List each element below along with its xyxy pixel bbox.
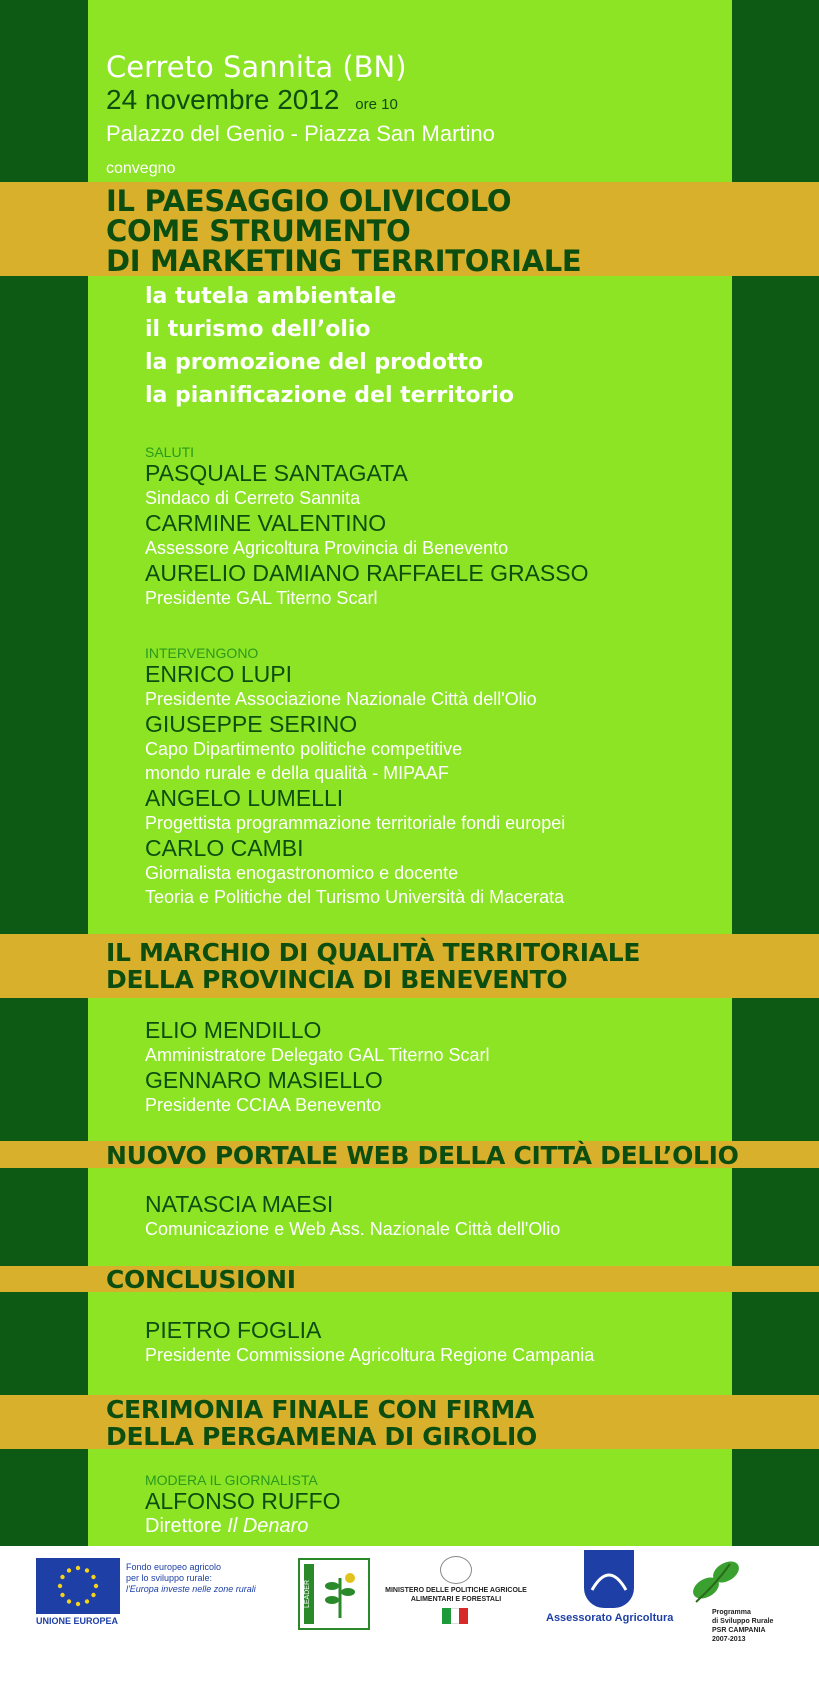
speaker-role: Presidente Associazione Nazionale Città dell'Olio bbox=[145, 689, 537, 709]
italy-flag-icon bbox=[442, 1608, 468, 1624]
region-label: Assessorato Agricoltura bbox=[546, 1612, 674, 1624]
ministry-text bbox=[376, 1586, 536, 1604]
speaker-role: Comunicazione e Web Ass. Nazionale Città dell'Olio bbox=[145, 1219, 561, 1239]
psr-line: PSR CAMPANIA bbox=[712, 1627, 766, 1634]
speaker-role: Teoria e Politiche del Turismo Università di Macerata bbox=[145, 887, 565, 907]
moderator-newspaper: Il Denaro bbox=[227, 1515, 309, 1537]
heading-line: IL MARCHIO DI QUALITÀ TERRITORIALE bbox=[106, 938, 641, 967]
leader-logo bbox=[298, 1558, 370, 1630]
psr-line: di Sviluppo Rurale bbox=[712, 1618, 774, 1625]
topic-item: la pianificazione del territorio bbox=[145, 383, 514, 408]
intervengono-label: INTERVENGONO bbox=[145, 645, 259, 661]
moderator-role-prefix: Direttore bbox=[145, 1515, 222, 1537]
topic-item: la tutela ambientale bbox=[145, 284, 397, 309]
saluti-label: SALUTI bbox=[145, 444, 195, 460]
event-date bbox=[106, 84, 398, 116]
conclusioni-heading: CONCLUSIONI bbox=[106, 1265, 296, 1294]
campania-shield-icon bbox=[584, 1550, 634, 1608]
marchio-speakers bbox=[145, 1017, 489, 1117]
speaker-role: Giornalista enogastronomico e docente bbox=[145, 863, 459, 883]
heading-line: DELLA PERGAMENA DI GIROLIO bbox=[106, 1422, 537, 1451]
event-type: convegno bbox=[106, 160, 176, 177]
eu-text bbox=[126, 1562, 286, 1595]
speaker-role: Progettista programmazione territoriale fondi europei bbox=[145, 813, 566, 833]
venue: Palazzo del Genio - Piazza San Martino bbox=[106, 121, 495, 146]
saluti-section bbox=[145, 444, 589, 610]
speaker-name: GIUSEPPE SERINO bbox=[145, 711, 358, 737]
moderator-section bbox=[145, 1472, 341, 1538]
psr-line: Programma bbox=[712, 1609, 751, 1616]
title-line: IL PAESAGGIO OLIVICOLO bbox=[106, 184, 512, 218]
speaker-role: Presidente Commissione Agricoltura Regione Campania bbox=[145, 1345, 595, 1365]
topic-item: il turismo dell’olio bbox=[145, 317, 371, 342]
footer-logos bbox=[0, 1546, 819, 1686]
title-line: COME STRUMENTO bbox=[106, 214, 411, 248]
speaker-name: CARMINE VALENTINO bbox=[145, 510, 387, 536]
topic-item: la promozione del prodotto bbox=[145, 350, 484, 375]
time-text: ore 10 bbox=[355, 96, 398, 113]
portale-speakers bbox=[145, 1191, 560, 1241]
speaker-name: GENNARO MASIELLO bbox=[145, 1067, 383, 1093]
speaker-name: ENRICO LUPI bbox=[145, 661, 292, 687]
speaker-name: PIETRO FOGLIA bbox=[145, 1317, 322, 1343]
moderator-role bbox=[145, 1514, 341, 1538]
psr-text bbox=[712, 1608, 773, 1644]
speaker-role: Assessore Agricoltura Provincia di Benevento bbox=[145, 538, 509, 558]
speaker-name: CARLO CAMBI bbox=[145, 835, 304, 861]
date-text: 24 novembre 2012 bbox=[106, 84, 340, 115]
ministry-line: ALIMENTARI E FORESTALI bbox=[410, 1596, 502, 1603]
psr-leaves-icon bbox=[686, 1554, 746, 1604]
intervengono-section bbox=[145, 645, 565, 909]
heading-line: DELLA PROVINCIA DI BENEVENTO bbox=[106, 965, 568, 994]
psr-line: 2007-2013 bbox=[712, 1636, 746, 1643]
speaker-role: Sindaco di Cerreto Sannita bbox=[145, 488, 361, 508]
portale-heading: NUOVO PORTALE WEB DELLA CITTÀ DELL’OLIO bbox=[106, 1141, 739, 1170]
olive-branch-icon bbox=[318, 1568, 362, 1620]
republic-emblem-icon bbox=[440, 1556, 472, 1584]
cerimonia-heading bbox=[106, 1396, 537, 1450]
speaker-name: NATASCIA MAESI bbox=[145, 1191, 334, 1217]
title-line: DI MARKETING TERRITORIALE bbox=[106, 244, 582, 278]
eu-text-line: per lo sviluppo rurale: bbox=[126, 1573, 213, 1583]
city-title: Cerreto Sannita (BN) bbox=[106, 50, 407, 84]
speaker-name: ANGELO LUMELLI bbox=[145, 785, 344, 811]
speaker-role: Presidente CCIAA Benevento bbox=[145, 1095, 382, 1115]
speaker-role: Presidente GAL Titerno Scarl bbox=[145, 588, 378, 608]
heading-line: CERIMONIA FINALE CON FIRMA bbox=[106, 1395, 535, 1424]
leader-label: LEADER bbox=[304, 1564, 314, 1624]
main-title bbox=[106, 186, 581, 276]
moderator-name: ALFONSO RUFFO bbox=[145, 1488, 341, 1514]
ministry-line: MINISTERO DELLE POLITICHE AGRICOLE bbox=[385, 1587, 527, 1594]
eu-label: UNIONE EUROPEA bbox=[36, 1616, 119, 1626]
speaker-role: Amministratore Delegato GAL Titerno Scarl bbox=[145, 1045, 490, 1065]
eu-flag-icon bbox=[36, 1558, 120, 1614]
eu-text-line: l'Europa investe nelle zone rurali bbox=[126, 1584, 256, 1594]
conclusioni-speakers bbox=[145, 1317, 594, 1367]
speaker-name: PASQUALE SANTAGATA bbox=[145, 460, 408, 486]
moderator-label: MODERA IL GIORNALISTA bbox=[145, 1472, 318, 1488]
speaker-role: mondo rurale e della qualità - MIPAAF bbox=[145, 763, 449, 783]
speaker-role: Capo Dipartimento politiche competitive bbox=[145, 739, 463, 759]
speaker-name: ELIO MENDILLO bbox=[145, 1017, 322, 1043]
speaker-name: AURELIO DAMIANO RAFFAELE GRASSO bbox=[145, 560, 589, 586]
marchio-heading bbox=[106, 939, 640, 993]
eu-text-line: Fondo europeo agricolo bbox=[126, 1562, 222, 1572]
topics-list bbox=[145, 280, 514, 412]
